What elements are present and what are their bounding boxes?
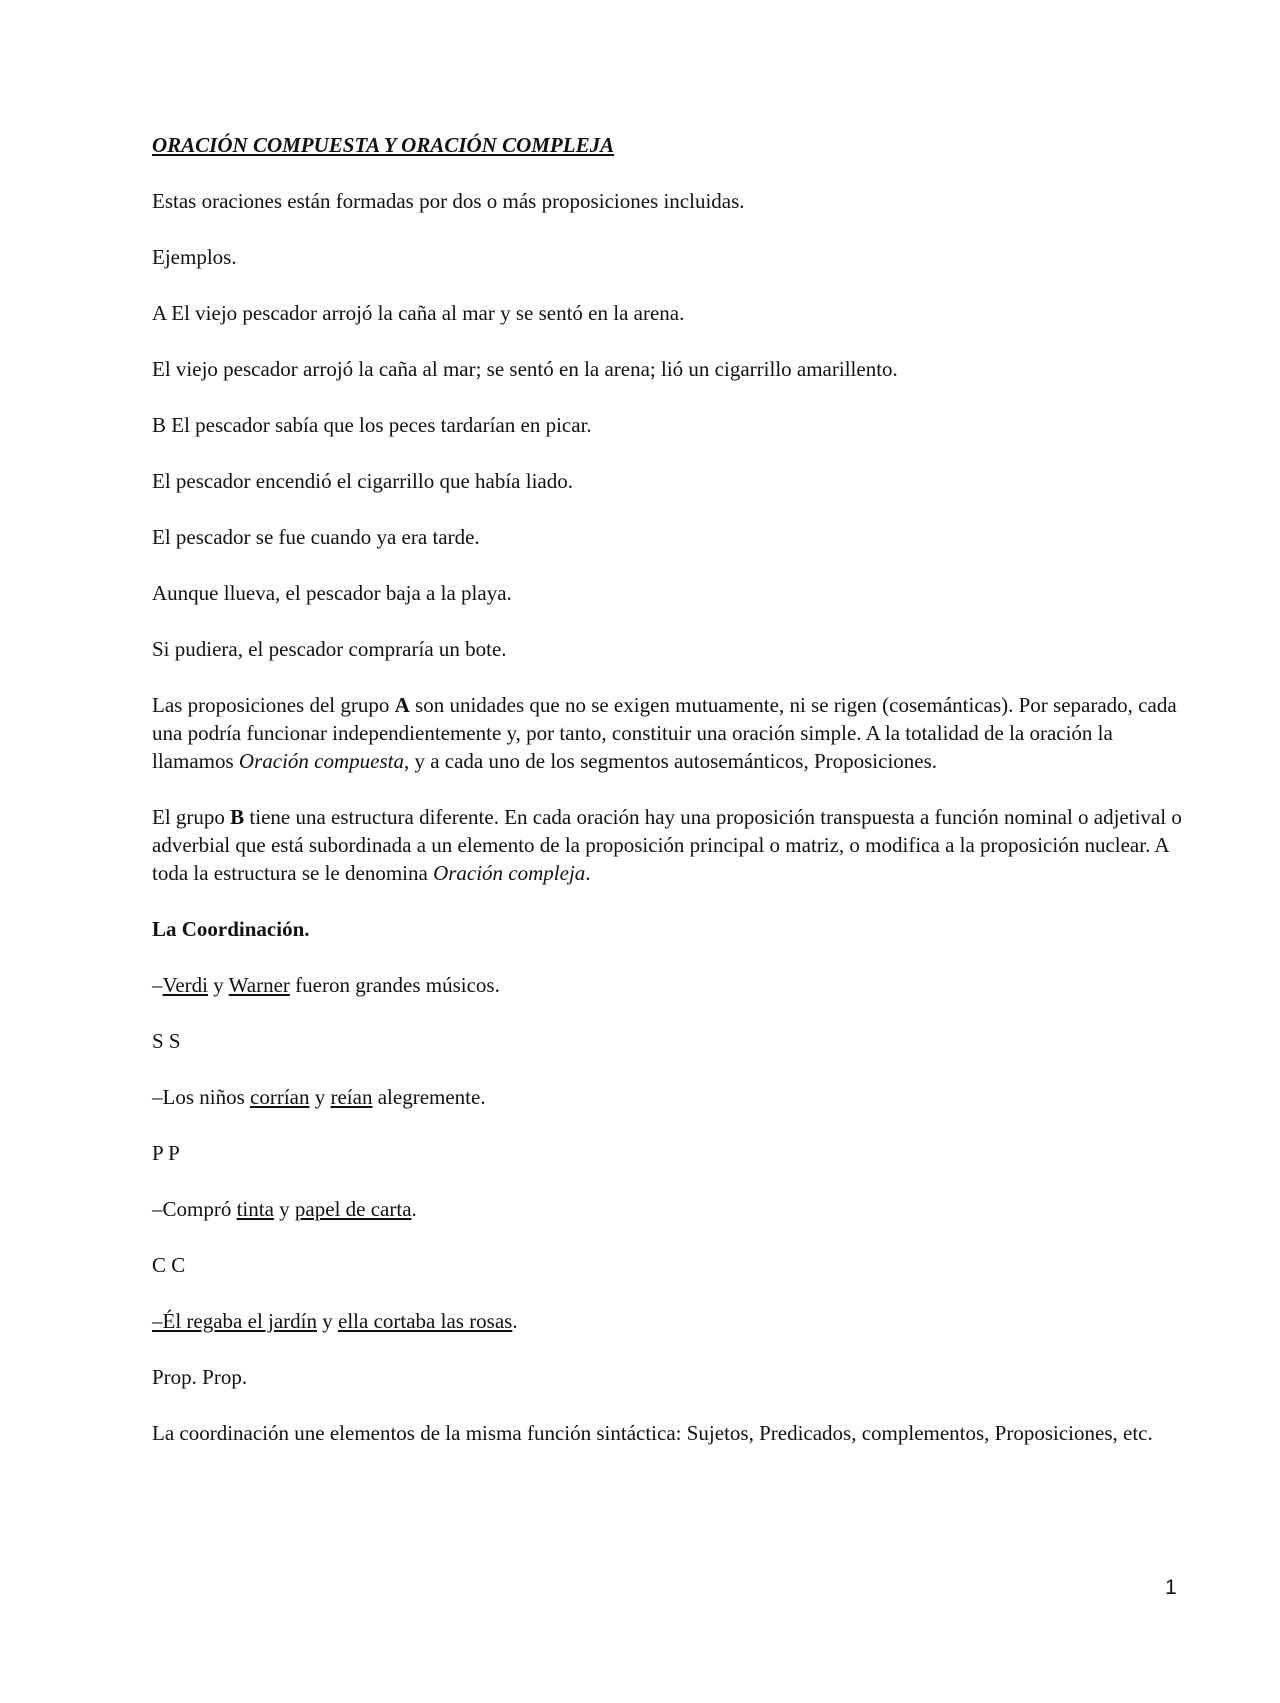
function-label: C C (152, 1253, 186, 1277)
text-run: Las proposiciones del grupo (152, 693, 395, 717)
conjunction: y (208, 973, 229, 997)
page-number: 1 (1165, 1576, 1177, 1599)
text-run: , y a cada uno de los segmentos autosemánticos, Proposiciones. (403, 749, 938, 773)
coordination-example (152, 971, 1182, 999)
function-label: P P (152, 1141, 180, 1165)
function-label: Prop. Prop. (152, 1365, 248, 1389)
coordination-example (152, 1083, 1182, 1111)
example-sentence: A El viejo pescador arrojó la caña al mar y se sentó en la arena. (152, 301, 685, 325)
conjunction: y (309, 1085, 331, 1109)
examples-label: Ejemplos. (152, 245, 237, 269)
term-oracion-compuesta: Oración compuesta (238, 749, 404, 773)
conjunction: y (317, 1309, 339, 1333)
intro-paragraph: Estas oraciones están formadas por dos o más proposiciones incluidas. (152, 189, 745, 213)
example-sentence: B El pescador sabía que los peces tardarían en picar. (152, 413, 592, 437)
underlined-term: Verdi (162, 973, 208, 997)
text-run: . (585, 861, 591, 885)
closing-paragraph: La coordinación une elementos de la misma función sintáctica: Sujetos, Predicados, complementos, Proposiciones, etc. (152, 1421, 1153, 1445)
underlined-term: papel de carta (294, 1197, 412, 1221)
page-title: ORACIÓN COMPUESTA Y ORACIÓN COMPLEJA (152, 133, 615, 157)
conjunction: y (273, 1197, 295, 1221)
underlined-term: Warner (228, 973, 290, 997)
text-run: –Los niños (152, 1085, 251, 1109)
coordination-example (152, 1195, 1182, 1223)
underlined-term: ella cortaba las rosas (338, 1309, 513, 1333)
text-run: –Compró (152, 1197, 237, 1221)
text-run: tiene una estructura diferente. En cada oración hay una proposición transpuesta a función nominal o adjetival o adverbial que está subordinada a un elemento de la proposición principal o matriz, o modifica a la proposición nuclear. A toda la estructura se le denomina (152, 805, 1182, 885)
example-sentence: Si pudiera, el pescador compraría un bote. (152, 637, 507, 661)
text-run: . (411, 1197, 417, 1221)
text-run: El grupo (152, 805, 231, 829)
group-b-label: B (230, 805, 245, 829)
underlined-term: corrían (250, 1085, 310, 1109)
example-sentence: El viejo pescador arrojó la caña al mar; se sentó en la arena; lió un cigarrillo amarillento. (152, 357, 898, 381)
text-run: fueron grandes músicos. (289, 973, 500, 997)
coordination-example (152, 1307, 1182, 1335)
document-body (152, 131, 1182, 1475)
text-run: alegremente. (372, 1085, 486, 1109)
underlined-term: tinta (236, 1197, 274, 1221)
group-a-paragraph (152, 691, 1182, 775)
function-label: S S (152, 1029, 181, 1053)
underlined-term: reían (330, 1085, 373, 1109)
dash: – (152, 973, 163, 997)
underlined-term: –Él regaba el jardín (152, 1309, 318, 1333)
group-a-label: A (394, 693, 410, 717)
example-sentence: Aunque llueva, el pescador baja a la playa. (152, 581, 512, 605)
group-b-paragraph (152, 803, 1182, 887)
section-heading: La Coordinación. (152, 917, 310, 941)
text-run: . (512, 1309, 518, 1333)
term-oracion-compleja: Oración compleja (433, 861, 586, 885)
example-sentence: El pescador se fue cuando ya era tarde. (152, 525, 480, 549)
example-sentence: El pescador encendió el cigarrillo que había liado. (152, 469, 573, 493)
text-run: son unidades que no se exigen mutuamente, ni se rigen (cosemánticas). Por separado, cada una podría funcionar independientemente y, por tanto, constituir una oración simple. A la totalidad de la oración la llamamos (152, 693, 1177, 773)
